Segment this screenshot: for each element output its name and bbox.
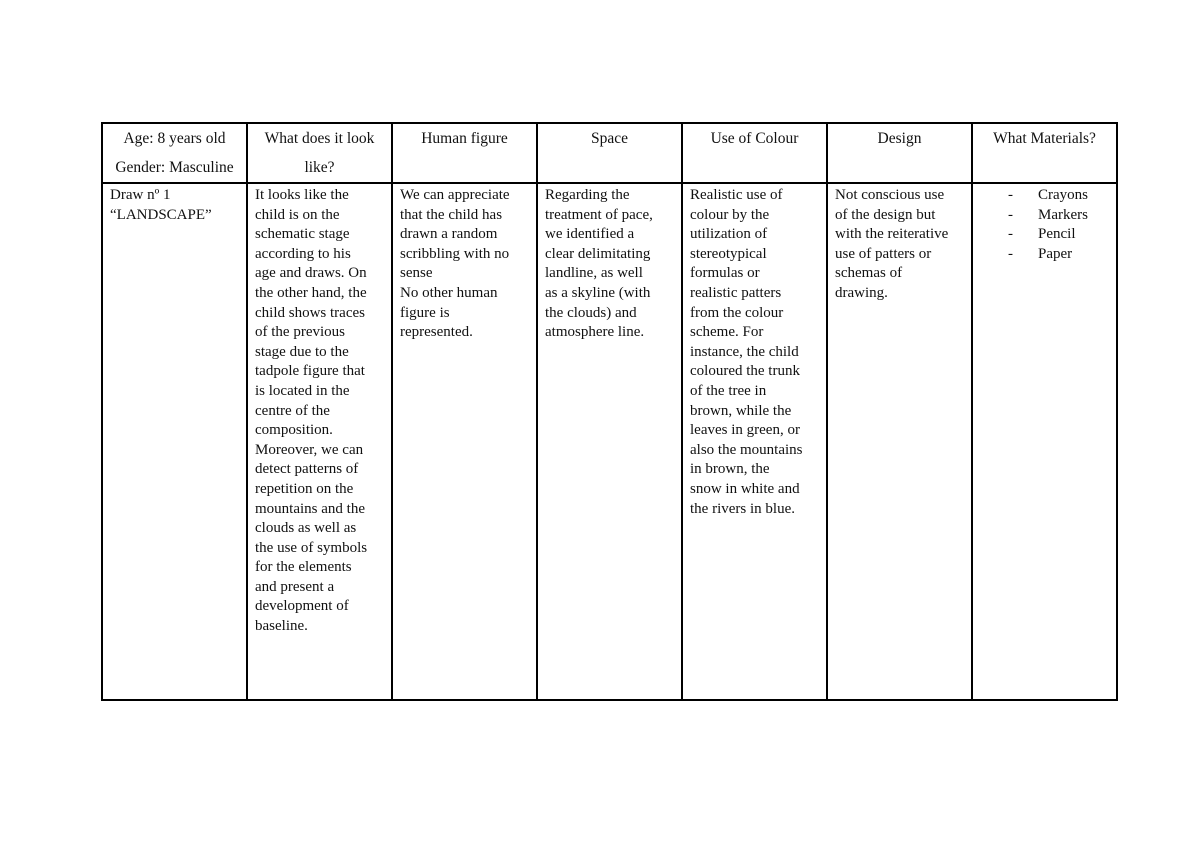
cell-text-line: and present a [255,578,335,595]
list-item [1008,206,1110,226]
cell-text-line: we identified a [545,226,635,243]
cell-text-line: development of [255,598,349,615]
cell-text-line: utilization of [690,226,768,243]
header-age-gender [102,123,247,183]
cell-text-line: that the child has [400,206,503,223]
cell-text-line: treatment of pace, [545,206,653,223]
header-gender: Gender: Masculine [115,159,234,176]
header-what-does-it-look-like [247,123,392,183]
cell-text-line: atmosphere line. [545,324,645,341]
cell-human-figure [392,183,537,700]
cell-text-line: represented. [400,324,473,341]
bullet-dash: - [1008,226,1013,243]
cell-text-line: We can appreciate [400,187,510,203]
cell-text-line: Moreover, we can [255,441,364,458]
bullet-dash: - [1008,245,1013,262]
cell-text-line: the rivers in blue. [690,500,795,517]
cell-text-line: clear delimitating [545,245,651,262]
cell-text-line: Draw nº 1 [110,187,171,203]
cell-text-line: composition. [255,422,333,439]
header-age: Age: 8 years old [123,130,226,147]
cell-text-line: instance, the child [690,343,799,360]
cell-text-line: schematic stage [255,226,350,243]
cell-space [537,183,682,700]
cell-text-line: “LANDSCAPE” [110,206,212,223]
cell-text-line: the use of symbols [255,539,368,556]
cell-text-line: with the reiterative [835,226,949,243]
cell-look [247,183,392,700]
cell-design [827,183,972,700]
cell-text-line: of the tree in [690,382,767,399]
cell-text-line: also the mountains [690,441,803,458]
header-use-of-colour [682,123,827,183]
cell-text-line: formulas or [690,265,760,282]
cell-text-line: brown, while the [690,402,792,419]
cell-text-line: landline, as well [545,265,643,282]
cell-text-line: No other human [400,284,498,301]
cell-text-line: clouds as well as [255,520,357,537]
header-look-line-1: What does it look [264,130,375,147]
cell-text-line: Not conscious use [835,187,945,203]
cell-text-line: It looks like the [255,187,349,203]
cell-text-line: for the elements [255,559,352,576]
cell-text-line: drawing. [835,284,888,301]
cell-text-line: realistic patters [690,284,782,301]
cell-text-line: coloured the trunk [690,363,800,380]
header-human-figure [392,123,537,183]
header-materials-label: What Materials? [993,130,1096,147]
cell-text-line: centre of the [255,402,330,419]
list-item [1008,186,1110,206]
cell-text-line: child shows traces [255,304,365,321]
cell-text-line: schemas of [835,265,903,282]
cell-text-line: as a skyline (with [545,284,651,301]
bullet-dash: - [1008,206,1013,223]
header-space-label: Space [590,130,628,147]
cell-text-line: mountains and the [255,500,365,517]
cell-text-line: use of patters or [835,245,932,262]
header-design [827,123,972,183]
cell-text-line: scheme. For [690,324,764,341]
cell-text-line: in brown, the [690,461,770,478]
header-space [537,123,682,183]
header-what-materials [972,123,1117,183]
header-colour-label: Use of Colour [710,130,799,147]
cell-text-line: scribbling with no [400,245,510,262]
cell-text-line: baseline. [255,618,308,635]
header-look-line-2: like? [304,159,335,176]
bullet-dash: - [1008,187,1013,203]
cell-materials [972,183,1117,700]
cell-text-line: repetition on the [255,480,354,497]
material-label: Paper [1038,245,1073,262]
cell-text-line: Regarding the [545,187,630,203]
cell-text-line: colour by the [690,206,770,223]
cell-text-line: of the design but [835,206,936,223]
cell-text-line: of the previous [255,324,345,341]
cell-text-line: age and draws. On [255,265,367,282]
cell-text-line: according to his [255,245,351,262]
cell-text-line: the clouds) and [545,304,637,321]
cell-text-line: figure is [400,304,450,321]
cell-text-line: drawn a random [400,226,498,243]
cell-text-line: sense [400,265,433,282]
cell-text-line: the other hand, the [255,284,367,301]
list-item [1008,225,1110,245]
material-label: Markers [1038,206,1088,223]
observation-table [101,122,1118,701]
cell-text-line: from the colour [690,304,784,321]
header-design-label: Design [877,130,922,147]
material-label: Pencil [1038,226,1076,243]
header-row [102,123,1117,183]
cell-text-line: stage due to the [255,343,349,360]
cell-text-line: tadpole figure that [255,363,365,380]
cell-draw [102,183,247,700]
cell-text-line: is located in the [255,382,350,399]
header-human-label: Human figure [421,130,508,147]
cell-text-line: stereotypical [690,245,767,262]
materials-list [980,186,1110,264]
cell-text-line: child is on the [255,206,340,223]
material-label: Crayons [1038,187,1088,203]
cell-text-line: Realistic use of [690,187,783,203]
cell-text-line: snow in white and [690,480,800,497]
cell-text-line: detect patterns of [255,461,359,478]
table-row [102,183,1117,700]
list-item [1008,245,1110,265]
cell-text-line: leaves in green, or [690,422,800,439]
cell-use-of-colour [682,183,827,700]
